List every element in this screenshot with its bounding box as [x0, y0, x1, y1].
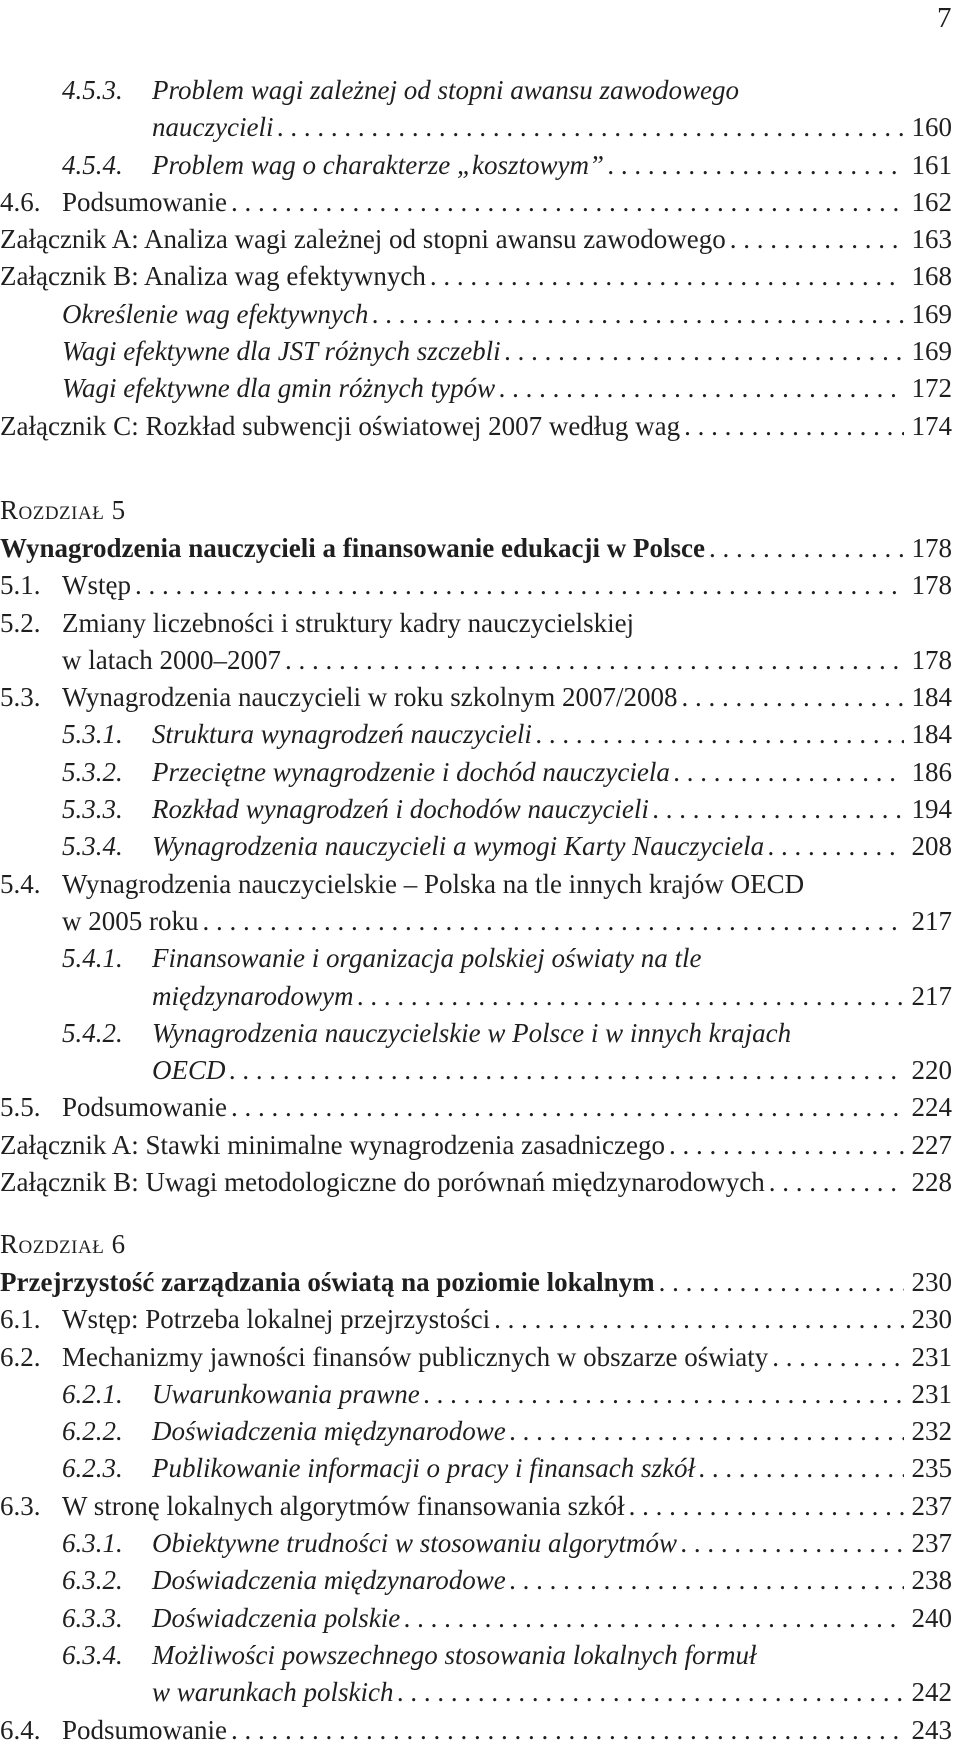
entry-page: 231	[911, 1341, 952, 1372]
entry-number: 6.3.4.	[62, 1639, 123, 1670]
entry-page: 184	[911, 719, 952, 750]
entry-title: Podsumowanie	[62, 1714, 227, 1745]
dot-leader	[397, 1674, 904, 1711]
toc-entry-6-3-4[interactable]	[0, 1637, 952, 1674]
entry-page: 237	[911, 1528, 952, 1559]
toc-entry-6-3[interactable]	[0, 1488, 952, 1525]
entry-page: 178	[911, 644, 952, 675]
dot-leader	[424, 1376, 904, 1413]
toc-entry-5-4-continued[interactable]	[0, 903, 952, 940]
entry-page: 161	[911, 149, 952, 180]
dot-leader	[505, 333, 904, 370]
chapter-title: Przejrzystość zarządzania oświatą na poziomie lokalnym	[0, 1267, 655, 1297]
dot-leader	[231, 1089, 904, 1126]
entry-title: Podsumowanie	[62, 186, 227, 217]
entry-title: Wagi efektywne dla JST różnych szczebli	[62, 336, 501, 367]
entry-title: Podsumowanie	[62, 1092, 227, 1123]
entry-page: 186	[911, 756, 952, 787]
toc-entry-effective-weights[interactable]	[0, 296, 952, 333]
toc-entry-5-3-1[interactable]	[0, 716, 952, 753]
entry-number: 6.2.3.	[62, 1453, 123, 1484]
entry-number: 6.2.	[0, 1341, 41, 1372]
entry-page: 240	[911, 1602, 952, 1633]
entry-title: Wynagrodzenia nauczycieli w roku szkolnym 2007/2008	[62, 682, 678, 713]
toc-block-chapter4-continued	[0, 72, 952, 445]
dot-leader	[510, 1413, 904, 1450]
toc-entry-4-5-4[interactable]	[0, 147, 952, 184]
entry-page: 217	[911, 905, 952, 936]
entry-title: Wstęp: Potrzeba lokalnej przejrzystości	[62, 1304, 491, 1335]
entry-title: Zmiany liczebności i struktury kadry nauczycielskiej	[62, 607, 635, 638]
entry-page: 227	[911, 1129, 952, 1160]
toc-entry-weights-jst[interactable]	[0, 333, 952, 370]
entry-number: 5.3.3.	[62, 794, 123, 825]
entry-title: Uwarunkowania prawne	[152, 1378, 420, 1409]
entry-number: 6.3.3.	[62, 1602, 123, 1633]
toc-entry-appendix-a-ch4[interactable]	[0, 221, 952, 258]
dot-leader	[674, 754, 904, 791]
entry-title: Możliwości powszechnego stosowania lokalnych formuł	[152, 1639, 757, 1670]
toc-entry-5-5[interactable]	[0, 1089, 952, 1126]
entry-page: 224	[911, 1092, 952, 1123]
toc-entry-5-2[interactable]	[0, 605, 952, 642]
entry-page: 231	[911, 1378, 952, 1409]
entry-title: Określenie wag efektywnych	[62, 298, 369, 329]
toc-entry-appendix-b-ch5[interactable]	[0, 1164, 952, 1201]
toc-entry-5-3-2[interactable]	[0, 754, 952, 791]
toc-entry-6-3-4-continued[interactable]	[0, 1674, 952, 1711]
entry-title: Załącznik A: Analiza wagi zależnej od stopni awansu zawodowego	[0, 224, 726, 255]
toc-entry-4-5-3[interactable]	[0, 72, 952, 109]
entry-page: 235	[911, 1453, 952, 1484]
toc-entry-5-3-3[interactable]	[0, 791, 952, 828]
entry-page: 232	[911, 1416, 952, 1447]
entry-page: 230	[911, 1267, 952, 1297]
entry-number: 6.2.2.	[62, 1416, 123, 1447]
dot-leader	[494, 1301, 904, 1338]
chapter-label: Rozdział 6	[0, 1229, 126, 1259]
dot-leader	[772, 1339, 904, 1376]
entry-number: 5.3.1.	[62, 719, 123, 750]
toc-entry-6-3-3[interactable]	[0, 1600, 952, 1637]
dot-leader	[730, 221, 904, 258]
dot-leader	[699, 1450, 904, 1487]
entry-page: 217	[911, 980, 952, 1011]
entry-page: 169	[911, 336, 952, 367]
entry-title: Wynagrodzenia nauczycielskie w Polsce i w innych krajach	[152, 1017, 792, 1048]
dot-leader	[659, 1264, 904, 1301]
entry-title: Załącznik B: Analiza wag efektywnych	[0, 261, 426, 292]
entry-title: Wynagrodzenia nauczycielskie – Polska na tle innych krajów OECD	[62, 868, 805, 899]
entry-number: 4.5.4.	[62, 149, 123, 180]
toc-entry-appendix-c-ch4[interactable]	[0, 408, 952, 445]
toc-entry-5-3-4[interactable]	[0, 828, 952, 865]
toc-entry-weights-gmin[interactable]	[0, 370, 952, 407]
entry-title: Wynagrodzenia nauczycieli a wymogi Karty Nauczyciela	[152, 831, 765, 862]
chapter-title: Wynagrodzenia nauczycieli a finansowanie edukacji w Polsce	[0, 533, 705, 563]
entry-title-continued: w 2005 roku	[62, 905, 199, 936]
entry-page: 168	[911, 261, 952, 292]
entry-number: 5.5.	[0, 1092, 41, 1123]
dot-leader	[684, 408, 904, 445]
entry-number: 5.3.2.	[62, 756, 123, 787]
entry-number: 6.3.	[0, 1490, 41, 1521]
entry-number: 5.3.	[0, 682, 41, 713]
entry-page: 220	[911, 1055, 952, 1086]
dot-leader	[357, 978, 904, 1015]
entry-number: 6.3.2.	[62, 1565, 123, 1596]
toc-chapter5-title[interactable]	[0, 530, 952, 567]
toc-entry-6-2-1[interactable]	[0, 1376, 952, 1413]
entry-title: Załącznik C: Rozkład subwencji oświatowej 2007 według wag	[0, 410, 681, 441]
entry-number: 5.4.1.	[62, 943, 123, 974]
toc-entry-4-5-3-continued[interactable]	[0, 109, 952, 146]
entry-title-continued: w latach 2000–2007	[62, 644, 281, 675]
entry-page: 163	[911, 224, 952, 255]
dot-leader	[285, 642, 904, 679]
entry-title-continued: OECD	[152, 1055, 226, 1086]
dot-leader	[372, 296, 904, 333]
dot-leader	[608, 147, 904, 184]
dot-leader	[203, 903, 905, 940]
toc-entry-5-4[interactable]	[0, 866, 952, 903]
dot-leader	[135, 567, 904, 604]
chapter-label: Rozdział 5	[0, 495, 126, 525]
entry-page: 230	[911, 1304, 952, 1335]
entry-page: 238	[911, 1565, 952, 1596]
entry-page: 184	[911, 682, 952, 713]
entry-page: 172	[911, 373, 952, 404]
toc-entry-5-4-1[interactable]	[0, 940, 952, 977]
dot-leader	[230, 1052, 905, 1089]
entry-title: Struktura wynagrodzeń nauczycieli	[152, 719, 532, 750]
toc-entry-5-4-2-continued[interactable]	[0, 1052, 952, 1089]
entry-title: Załącznik B: Uwagi metodologiczne do porównań międzynarodowych	[0, 1167, 765, 1198]
toc-entry-appendix-a-ch5[interactable]	[0, 1127, 952, 1164]
entry-page: 194	[911, 794, 952, 825]
toc-entry-6-3-1[interactable]	[0, 1525, 952, 1562]
entry-title-continued: międzynarodowym	[152, 980, 354, 1011]
entry-number: 5.4.2.	[62, 1017, 123, 1048]
dot-leader	[629, 1488, 904, 1525]
entry-number: 5.3.4.	[62, 831, 123, 862]
toc-entry-4-6[interactable]	[0, 184, 952, 221]
toc-entry-6-2[interactable]	[0, 1339, 952, 1376]
toc-entry-6-4[interactable]	[0, 1712, 952, 1749]
entry-title: Mechanizmy jawności finansów publicznych w obszarze oświaty	[62, 1341, 769, 1372]
toc-entry-5-4-1-continued[interactable]	[0, 978, 952, 1015]
toc-entry-6-3-2[interactable]	[0, 1562, 952, 1599]
entry-title: Załącznik A: Stawki minimalne wynagrodzenia zasadniczego	[0, 1129, 666, 1160]
dot-leader	[404, 1600, 904, 1637]
dot-leader	[231, 1712, 904, 1749]
dot-leader	[536, 716, 904, 753]
entry-page: 160	[911, 112, 952, 143]
toc-entry-5-4-2[interactable]	[0, 1015, 952, 1052]
toc-entry-6-1[interactable]	[0, 1301, 952, 1338]
dot-leader	[709, 530, 904, 567]
entry-title-continued: nauczycieli	[152, 112, 274, 143]
dot-leader	[669, 1127, 904, 1164]
toc-chapter6-title[interactable]	[0, 1264, 952, 1301]
entry-number: 6.2.1.	[62, 1378, 123, 1409]
entry-number: 5.4.	[0, 868, 41, 899]
toc-entry-5-3[interactable]	[0, 679, 952, 716]
entry-number: 4.6.	[0, 186, 41, 217]
entry-page: 178	[911, 570, 952, 601]
entry-title: Rozkład wynagrodzeń i dochodów nauczycieli	[152, 794, 649, 825]
dot-leader	[768, 828, 904, 865]
entry-title: Doświadczenia międzynarodowe	[152, 1565, 506, 1596]
dot-leader	[430, 258, 904, 295]
toc-entry-5-1[interactable]	[0, 567, 952, 604]
toc-block-chapter5	[0, 490, 952, 1201]
entry-page: 169	[911, 298, 952, 329]
entry-page: 208	[911, 831, 952, 862]
entry-page: 243	[911, 1714, 952, 1745]
entry-title-continued: w warunkach polskich	[152, 1677, 394, 1708]
entry-title: Problem wagi zależnej od stopni awansu zawodowego	[152, 75, 740, 105]
dot-leader	[510, 1562, 904, 1599]
dot-leader	[231, 184, 904, 221]
entry-page: 178	[911, 533, 952, 563]
toc-entry-appendix-b-ch4[interactable]	[0, 258, 952, 295]
entry-title: Wagi efektywne dla gmin różnych typów	[62, 373, 496, 404]
dot-leader	[681, 679, 904, 716]
entry-title: Problem wag o charakterze „kosztowym”	[152, 149, 604, 180]
entry-title: Doświadczenia polskie	[152, 1602, 401, 1633]
entry-title: Wstęp	[62, 570, 131, 601]
entry-title: W stronę lokalnych algorytmów finansowania szkół	[62, 1490, 625, 1521]
entry-title: Obiektywne trudności w stosowaniu algorytmów	[152, 1528, 677, 1559]
entry-number: 6.1.	[0, 1304, 41, 1335]
entry-page: 237	[911, 1490, 952, 1521]
toc-entry-5-2-continued[interactable]	[0, 642, 952, 679]
toc-entry-6-2-3[interactable]	[0, 1450, 952, 1487]
entry-page: 174	[911, 410, 952, 441]
entry-page: 228	[911, 1167, 952, 1198]
entry-title: Przeciętne wynagrodzenie i dochód nauczyciela	[152, 756, 670, 787]
dot-leader	[681, 1525, 904, 1562]
entry-number: 5.1.	[0, 570, 41, 601]
entry-title: Doświadczenia międzynarodowe	[152, 1416, 506, 1447]
entry-title: Publikowanie informacji o pracy i finansach szkół	[152, 1453, 695, 1484]
dot-leader	[277, 109, 904, 146]
entry-page: 162	[911, 186, 952, 217]
entry-number: 4.5.3.	[62, 75, 123, 105]
entry-page: 242	[911, 1677, 952, 1708]
toc-block-chapter6	[0, 1224, 952, 1749]
entry-number: 5.2.	[0, 607, 41, 638]
toc-entry-6-2-2[interactable]	[0, 1413, 952, 1450]
entry-number: 6.3.1.	[62, 1528, 123, 1559]
dot-leader	[769, 1164, 904, 1201]
entry-title: Finansowanie i organizacja polskiej oświaty na tle	[152, 943, 702, 974]
entry-number: 6.4.	[0, 1714, 41, 1745]
dot-leader	[499, 370, 904, 407]
dot-leader	[653, 791, 904, 828]
page-number: 7	[937, 2, 952, 34]
